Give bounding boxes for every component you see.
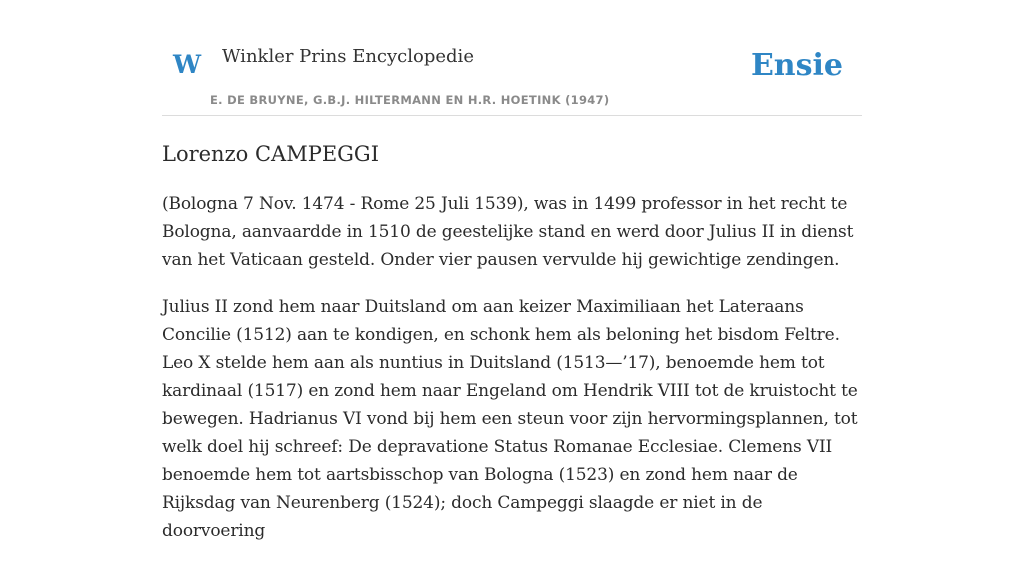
ensie-logo[interactable]: Ensie [750,48,843,83]
article-paragraph: (Bologna 7 Nov. 1474 - Rome 25 Juli 1539), was in 1499 professor in het recht te Bologna, aanvaardde in 1510 de geestelijke stand en werd door Julius II in dienst van het Vaticaan gesteld. Onder vier pausen vervulde hij gewichtige zendingen. [162,194,854,271]
winkler-prins-logo[interactable]: W [173,50,202,79]
source-authors: E. DE BRUYNE, G.B.J. HILTERMANN EN H.R. HOETINK (1947) [210,93,610,107]
article-title: Lorenzo CAMPEGGI [162,142,380,166]
article [162,140,862,564]
article-paragraph: Julius II zond hem naar Duitsland om aan keizer Maximiliaan het Lateraans Concilie (1512) aan te kondigen, en schonk hem als beloning het bisdom Feltre. Leo X stelde hem aan als nuntius in Duitsland (1513—’17), benoemde hem tot kardinaal (1517) en zond hem naar Engeland om Hendrik VIII tot de kruistocht te bewegen. Hadrianus VI vond bij hem een steun voor zijn hervormingsplannen, tot welk doel hij schreef: De depravatione Status Romanae Ecclesiae. Clemens VII benoemde hem tot aartsbisschop van Bologna (1523) en zond hem naar de Rijksdag van Neurenberg (1524); doch Campeggi slaagde er niet in de doorvoering [162,297,858,542]
source-title[interactable]: Winkler Prins Encyclopedie [222,46,474,67]
site-header [162,0,862,116]
